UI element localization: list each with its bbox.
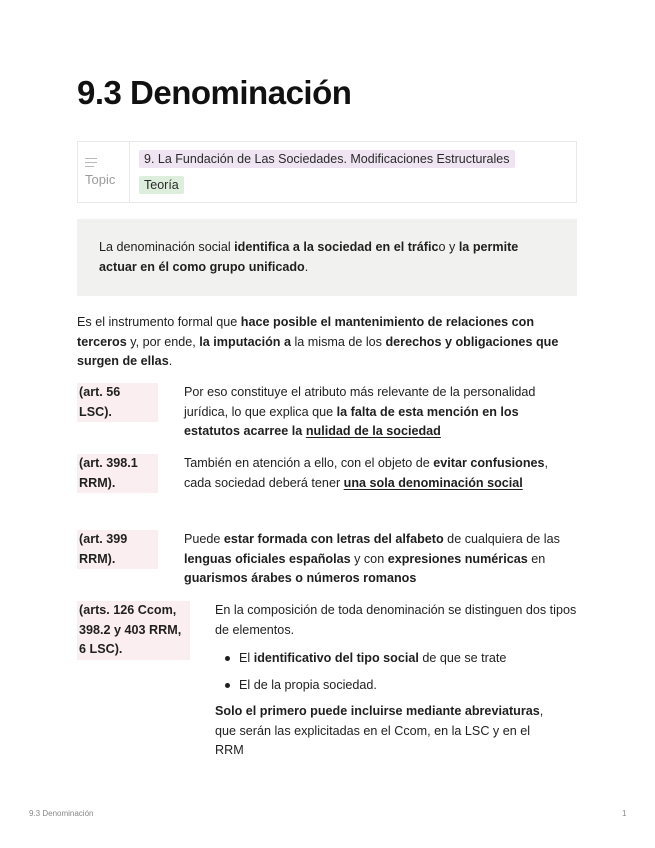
article-reference: (art. 56 LSC). — [77, 383, 158, 422]
property-label-cell — [78, 142, 130, 202]
list-icon — [85, 158, 97, 168]
topic-tag[interactable]: 9. La Fundación de Las Sociedades. Modificaciones Estructurales — [139, 150, 515, 168]
section-text: También en atención a ello, con el objeto de evitar confusiones, cada sociedad deberá tener una sola denominación social — [184, 456, 549, 490]
bullet-icon — [225, 683, 230, 688]
page-number: 1 — [622, 809, 627, 818]
property-label: Topic — [85, 172, 116, 187]
section-text: Por eso constituye el atributo más relevante de la personalidad jurídica, lo que explica que la falta de esta mención en los estatutos acarree la nulidad de la sociedad — [184, 385, 536, 438]
bullet-list — [215, 649, 575, 703]
bullet-icon — [225, 656, 230, 661]
section-text: En la composición de toda denominación se distinguen dos tipos de elementos. — [215, 603, 577, 637]
page-title: 9.3 Denominación — [77, 74, 352, 111]
intro-paragraph: Es el instrumento formal que hace posible el mantenimiento de relaciones con terceros y, por ende, la imputación a la misma de los derechos y obligaciones que surgen de ellas. — [77, 315, 559, 368]
article-reference: (arts. 126 Ccom, 398.2 y 403 RRM, 6 LSC). — [77, 601, 190, 660]
callout: La denominación social identifica a la sociedad en el tráfico y la permite actuar en él como grupo unificado. — [77, 219, 577, 296]
list-item: El de la propia sociedad. — [215, 676, 575, 703]
article-reference: (art. 399 RRM). — [77, 530, 158, 569]
properties-table — [77, 141, 577, 203]
section-text: Puede estar formada con letras del alfabeto de cualquiera de las lenguas oficiales españolas y con expresiones numéricas en guarismos árabes o números romanos — [184, 532, 560, 585]
closing-paragraph: Solo el primero puede incluirse mediante abreviaturas, que serán las explicitadas en el Ccom, en la LSC y en el RRM — [215, 704, 544, 757]
type-tag[interactable]: Teoría — [139, 176, 184, 194]
article-reference: (art. 398.1 RRM). — [77, 454, 158, 493]
footer-title: 9.3 Denominación — [29, 809, 94, 818]
list-item: El identificativo del tipo social de que se trate — [215, 649, 575, 676]
